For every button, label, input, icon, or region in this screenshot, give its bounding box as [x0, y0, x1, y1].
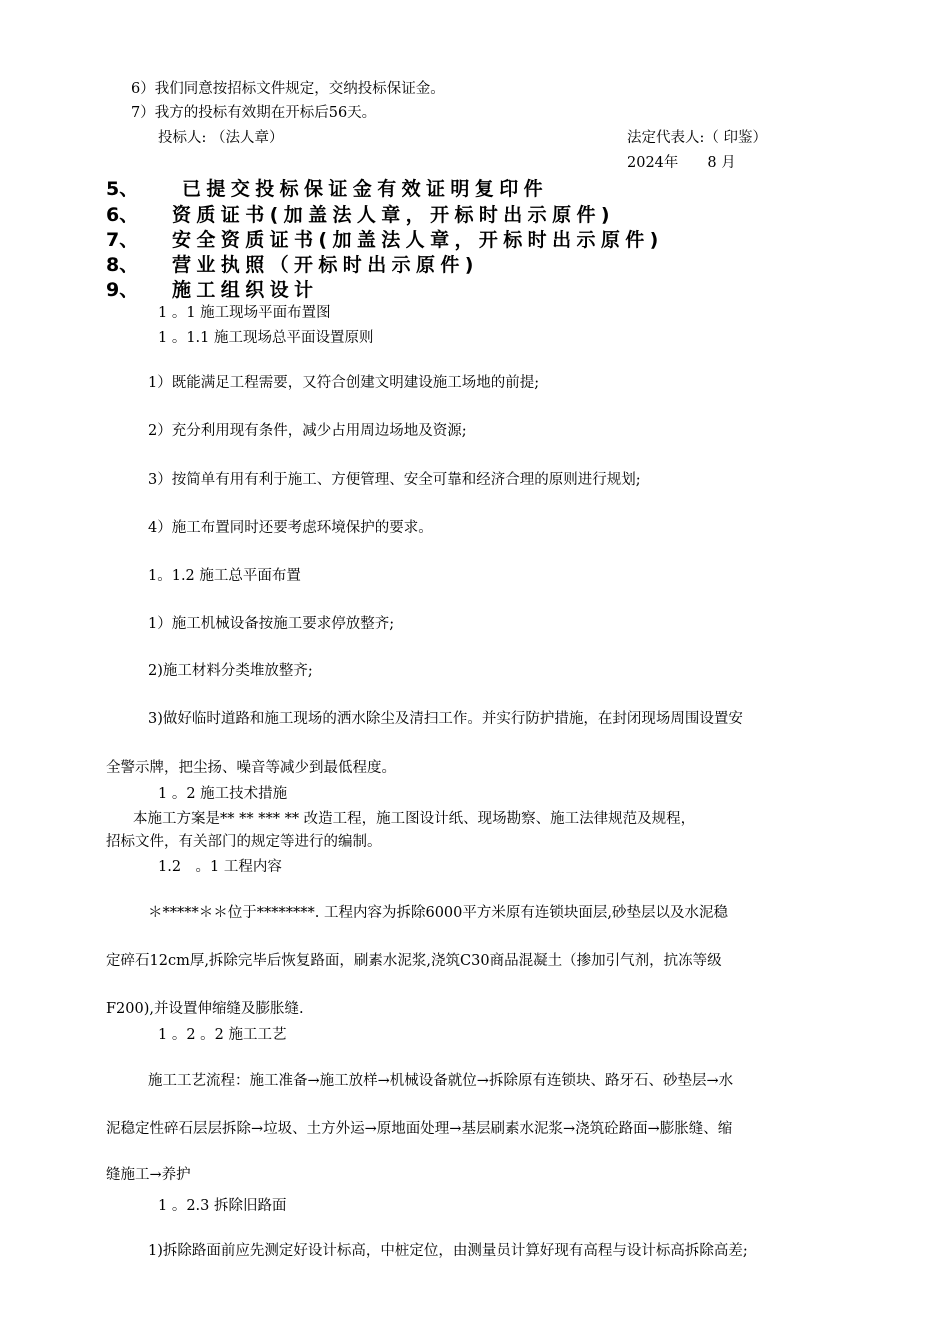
section-1-2-1-title: 1.2 。1 工程内容	[158, 859, 282, 875]
process-flow-line-1: 施工工艺流程：施工准备→施工放样→机械设备就位→拆除原有连锁块、路牙石、砂垫层→水	[148, 1073, 734, 1089]
layout-item-2: 2)施工材料分类堆放整齐;	[148, 663, 313, 679]
heading-9-text: 施工组织设计	[172, 279, 319, 301]
heading-9-number: 9、	[106, 279, 139, 301]
signing-date: 2024年 8 月	[627, 155, 736, 171]
clause-7: 7）我方的投标有效期在开标后56天。	[131, 105, 377, 121]
principle-4: 4）施工布置同时还要考虑环境保护的要求。	[148, 520, 433, 536]
section-1-2-title: 1 。2 施工技术措施	[158, 786, 288, 802]
heading-6	[106, 203, 615, 227]
clause-6: 6）我们同意按招标文件规定，交纳投标保证金。	[131, 81, 445, 97]
section-1-2-2-title: 1 。2 。2 施工工艺	[158, 1027, 287, 1043]
layout-item-3-line-2: 全警示牌，把尘扬、噪音等减少到最低程度。	[106, 760, 396, 776]
process-flow-line-3: 缝施工→养护	[106, 1167, 191, 1183]
heading-5	[106, 177, 548, 201]
heading-5-text: 已提交投标保证金有效证明复印件	[182, 178, 549, 200]
heading-7-text: 安全资质证书(加盖法人章，开标时出示原件)	[172, 229, 664, 251]
section-1-1-1-title: 1 。1.1 施工现场总平面设置原则	[158, 330, 374, 346]
heading-7-number: 7、	[106, 229, 139, 251]
heading-8	[106, 253, 479, 277]
technical-basis-line-2: 招标文件，有关部门的规定等进行的编制。	[106, 834, 382, 850]
heading-8-number: 8、	[106, 254, 139, 276]
heading-6-text: 资质证书(加盖法人章，开标时出示原件)	[172, 204, 615, 226]
bidder-signature-line: 投标人: （法人章）	[158, 130, 284, 146]
scope-line-1: ＊*****＊＊位于********. 工程内容为拆除6000平方米原有连锁块面层,砂垫层以及水泥稳	[148, 905, 728, 921]
principle-3: 3）按简单有用有利于施工、方便管理、安全可靠和经济合理的原则进行规划;	[148, 472, 641, 488]
heading-5-number: 5、	[106, 178, 139, 200]
principle-1: 1）既能满足工程需要，又符合创建文明建设施工场地的前提;	[148, 375, 540, 391]
section-1-1-2-title: 1。1.2 施工总平面布置	[148, 568, 301, 584]
heading-6-number: 6、	[106, 204, 139, 226]
layout-item-3-line-1: 3)做好临时道路和施工现场的洒水除尘及清扫工作。并实行防护措施，在封闭现场周围设置安	[148, 711, 743, 727]
scope-line-3: F200),并设置伸缩缝及膨胀缝.	[106, 1001, 304, 1017]
principle-2: 2）充分利用现有条件，减少占用周边场地及资源;	[148, 423, 467, 439]
scope-line-2: 定碎石12cm厚,拆除完毕后恢复路面，刷素水泥浆,浇筑C30商品混凝土（掺加引气剂，抗冻等级	[106, 953, 722, 969]
heading-7	[106, 228, 664, 252]
heading-8-text: 营业执照（开标时出示原件)	[172, 254, 479, 276]
technical-basis-line-1: 本施工方案是** ** *** ** 改造工程，施工图设计纸、现场勘察、施工法律规范及规程，	[133, 811, 696, 827]
layout-item-1: 1）施工机械设备按施工要求停放整齐;	[148, 616, 395, 632]
section-1-2-3-title: 1 。2.3 拆除旧路面	[158, 1198, 287, 1214]
demolition-step-1: 1)拆除路面前应先测定好设计标高，中桩定位，由测量员计算好现有高程与设计标高拆除高差;	[148, 1243, 748, 1259]
legal-representative-line: 法定代表人:（ 印鉴）	[627, 130, 767, 146]
heading-9	[106, 278, 318, 302]
section-1-1-title: 1 。1 施工现场平面布置图	[158, 305, 331, 321]
process-flow-line-2: 泥稳定性碎石层层拆除→垃圾、土方外运→原地面处理→基层刷素水泥浆→浇筑砼路面→膨胀缝、缩	[106, 1121, 733, 1137]
